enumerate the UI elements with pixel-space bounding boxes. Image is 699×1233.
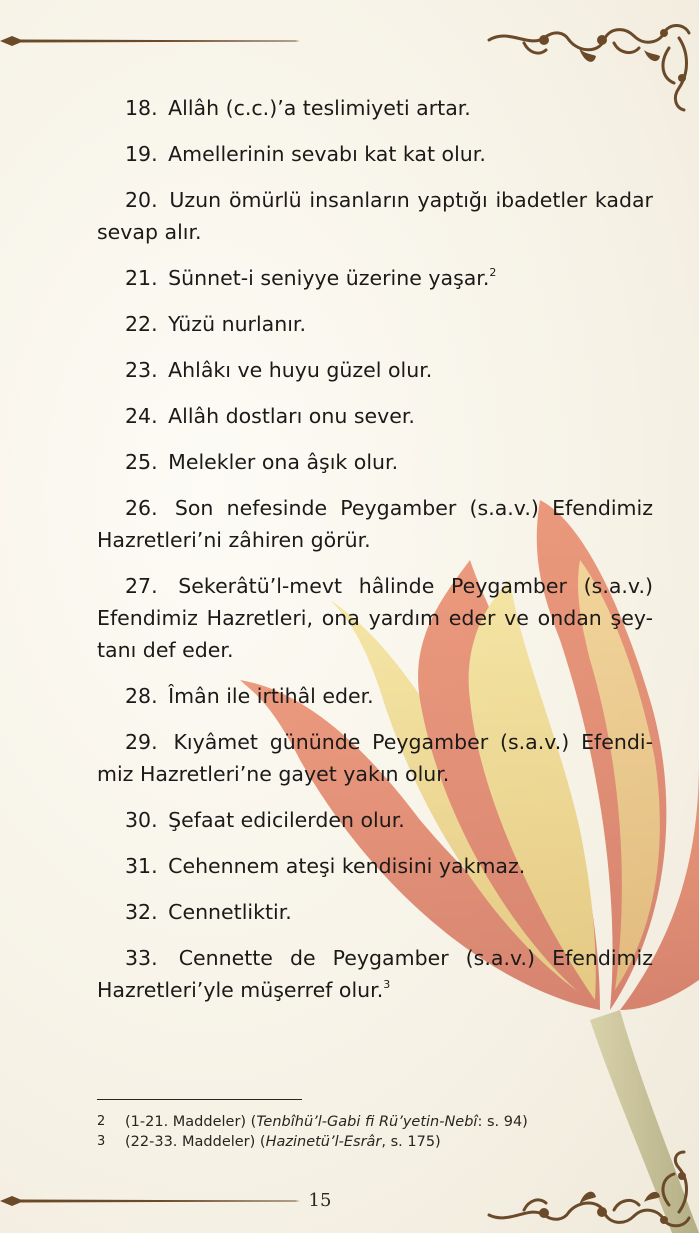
page-number: 15 [308,1190,332,1211]
list-item: 21. Sünnet-i seniyye üzerine yaşar.$^2$ [125,266,497,290]
list-item: 33. Cennette de Peygamber (s.a.v.) Efendimiz Hazretleri’yle müşerref olur.$^3$ [97,946,653,1002]
bottom-decorative-rule [0,1196,300,1206]
list-item: 27. Sekerâtü’l-mevt hâlinde Peygamber (s.a.v.) Efendimiz Hazretleri, ona yardım eder ve ondan şey-tanı def eder. [97,574,653,662]
list-item: 26. Son nefesinde Peygamber (s.a.v.) Efendimiz Hazretleri’ni zâhiren görür. [97,496,653,552]
footnote-ref: 2 [489,266,497,280]
top-decorative-rule [0,36,300,46]
list-item: 28. Îmân ile irtihâl eder. [125,684,374,708]
footnote-divider [97,1099,302,1100]
list-item: 18. Allâh (c.c.)’a teslimiyeti artar. [125,96,471,120]
ornament-flourish-bottom-icon [484,1150,699,1233]
list-item: 32. Cennetliktir. [125,900,292,924]
list-item: 23. Ahlâkı ve huyu güzel olur. [125,358,433,382]
footnote: 2 (1-21. Maddeler) (Tenbîhü’l-Gabi fi Rü’yetin-Nebî: s. 94) [97,1114,528,1130]
list-item: 22. Yüzü nurlanır. [125,312,306,336]
list-item: 31. Cehennem ateşi kendisini yakmaz. [125,854,526,878]
list-item: 29. Kıyâmet gününde Peygamber (s.a.v.) Efendi-miz Hazretleri’ne gayet yakın olur. [97,730,653,786]
list-item: 25. Melekler ona âşık olur. [125,450,399,474]
footnotes [97,1112,657,1152]
list-item: 24. Allâh dostları onu sever. [125,404,415,428]
list-item: 20. Uzun ömürlü insanların yaptığı ibadetler kadar sevap alır. [97,188,653,244]
numbered-list [97,92,653,1020]
list-item: 19. Amellerinin sevabı kat kat olur. [125,142,486,166]
footnote-ref: 3 [383,978,391,992]
footnote: 3 (22-33. Maddeler) (Hazinetü’l-Esrâr, s. 175) [97,1134,441,1150]
list-item: 30. Şefaat edicilerden olur. [125,808,405,832]
